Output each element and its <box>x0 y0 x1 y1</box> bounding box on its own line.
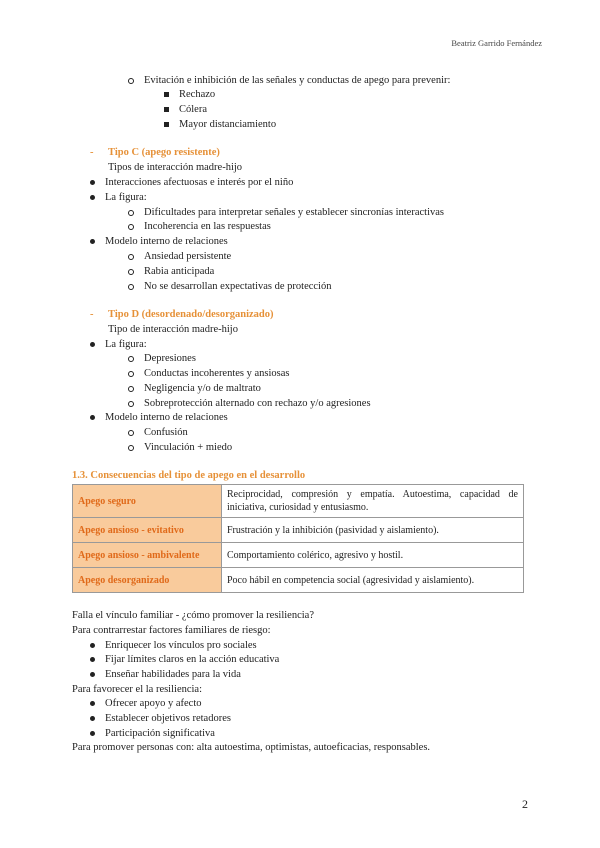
disc-bullet-icon <box>90 643 95 648</box>
disc-bullet-icon <box>90 239 95 244</box>
list-item: Interacciones afectuosas e interés por el niño <box>90 176 293 189</box>
table-row <box>73 543 524 568</box>
list-item: La figura: <box>90 191 147 204</box>
list-item: Incoherencia en las respuestas <box>128 220 271 233</box>
dash-marker: - <box>90 147 94 158</box>
section-heading: 1.3. Consecuencias del tipo de apego en el desarrollo <box>72 470 306 481</box>
table-row <box>73 518 524 543</box>
square-bullet-icon <box>164 107 169 112</box>
disc-bullet-icon <box>90 672 95 677</box>
section-title-tipo-d: Tipo D (desordenado/desorganizado) <box>108 309 274 320</box>
list-item: No se desarrollan expectativas de protección <box>128 280 331 293</box>
list-item: Ofrecer apoyo y afecto <box>90 697 201 710</box>
list-item: La figura: <box>90 338 147 351</box>
subheading: Tipo de interacción madre-hijo <box>108 324 238 335</box>
page-header-author: Beatriz Garrido Fernández <box>451 38 542 48</box>
circle-bullet-icon <box>128 210 134 216</box>
subheading: Tipos de interacción madre-hijo <box>108 162 243 173</box>
table-value: Poco hábil en competencia social (agresividad y aislamiento). <box>222 568 524 593</box>
disc-bullet-icon <box>90 731 95 736</box>
list-item: Cólera <box>164 103 207 116</box>
list-item: Participación significativa <box>90 727 215 740</box>
disc-bullet-icon <box>90 342 95 347</box>
dash-marker: - <box>90 309 94 320</box>
list-item: Dificultades para interpretar señales y establecer sincronías interactivas <box>128 206 444 219</box>
list-item: Evitación e inhibición de las señales y conductas de apego para prevenir: <box>128 74 450 87</box>
paragraph: Para promover personas con: alta autoestima, optimistas, autoeficacias, responsables. <box>72 742 431 753</box>
circle-bullet-icon <box>128 445 134 451</box>
circle-bullet-icon <box>128 401 134 407</box>
list-item: Enseñar habilidades para la vida <box>90 668 241 681</box>
circle-bullet-icon <box>128 386 134 392</box>
list-item: Modelo interno de relaciones <box>90 235 228 248</box>
table-key: Apego desorganizado <box>73 568 222 593</box>
list-item: Vinculación + miedo <box>128 441 232 454</box>
list-item: Fijar límites claros en la acción educativa <box>90 653 279 666</box>
section-title-tipo-c: Tipo C (apego resistente) <box>108 147 220 158</box>
paragraph: Para favorecer el la resiliencia: <box>72 684 203 695</box>
list-item: Establecer objetivos retadores <box>90 712 231 725</box>
disc-bullet-icon <box>90 657 95 662</box>
square-bullet-icon <box>164 92 169 97</box>
circle-bullet-icon <box>128 356 134 362</box>
list-item: Rechazo <box>164 88 215 101</box>
circle-bullet-icon <box>128 254 134 260</box>
paragraph: Para contrarrestar factores familiares de riesgo: <box>72 625 271 636</box>
list-item: Enriquecer los vínculos pro sociales <box>90 639 257 652</box>
disc-bullet-icon <box>90 415 95 420</box>
list-item: Conductas incoherentes y ansiosas <box>128 367 290 380</box>
table-row <box>73 568 524 593</box>
table-row <box>73 485 524 518</box>
disc-bullet-icon <box>90 716 95 721</box>
list-item: Ansiedad persistente <box>128 250 231 263</box>
table-value: Reciprocidad, compresión y empatía. Autoestima, capacidad de iniciativa, curiosidad y entusiasmo. <box>222 485 524 518</box>
square-bullet-icon <box>164 122 169 127</box>
list-item: Confusión <box>128 426 188 439</box>
circle-bullet-icon <box>128 284 134 290</box>
list-item: Depresiones <box>128 352 196 365</box>
disc-bullet-icon <box>90 180 95 185</box>
circle-bullet-icon <box>128 269 134 275</box>
table-value: Comportamiento colérico, agresivo y hostil. <box>222 543 524 568</box>
circle-bullet-icon <box>128 371 134 377</box>
list-item: Sobreprotección alternado con rechazo y/o agresiones <box>128 397 371 410</box>
list-item: Rabia anticipada <box>128 265 214 278</box>
table-key: Apego ansioso - evitativo <box>73 518 222 543</box>
list-item: Negligencia y/o de maltrato <box>128 382 261 395</box>
circle-bullet-icon <box>128 78 134 84</box>
page-number: 2 <box>522 797 528 811</box>
attachment-consequences-table <box>72 484 524 593</box>
list-item: Modelo interno de relaciones <box>90 411 228 424</box>
disc-bullet-icon <box>90 195 95 200</box>
disc-bullet-icon <box>90 701 95 706</box>
paragraph: Falla el vínculo familiar - ¿cómo promover la resiliencia? <box>72 610 314 621</box>
table-key: Apego seguro <box>73 485 222 518</box>
table-value: Frustración y la inhibición (pasividad y aislamiento). <box>222 518 524 543</box>
circle-bullet-icon <box>128 430 134 436</box>
circle-bullet-icon <box>128 224 134 230</box>
list-item: Mayor distanciamiento <box>164 118 276 131</box>
table-key: Apego ansioso - ambivalente <box>73 543 222 568</box>
